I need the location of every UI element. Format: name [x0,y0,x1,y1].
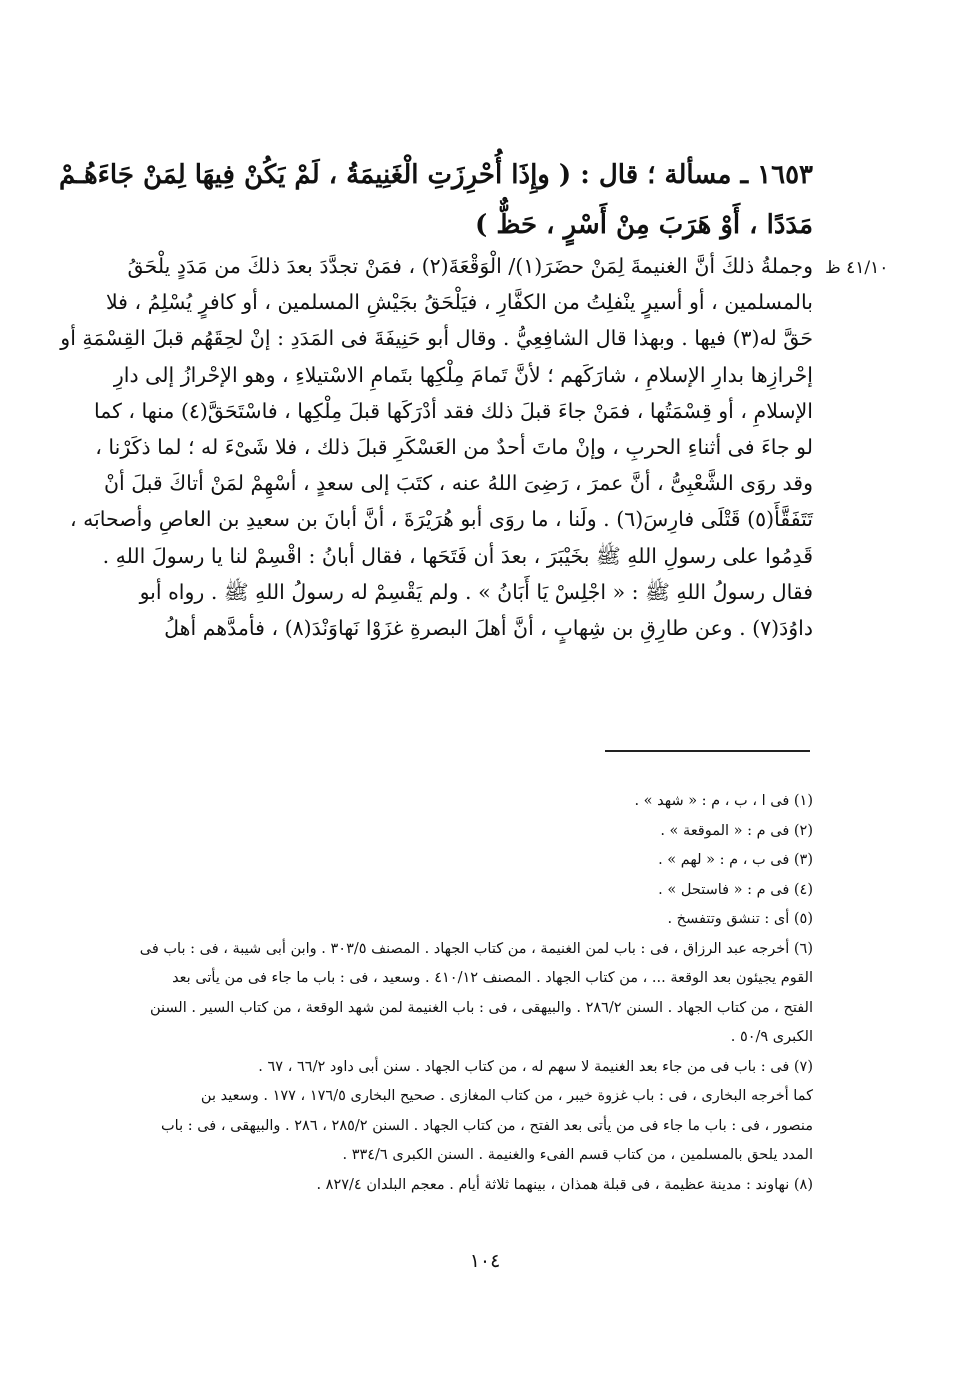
footnote: (٧) فى : باب فى من جاء بعد الغنيمة لا سهم له ، من كتاب الجهاد . سنن أبى داود ٦٦/٢ ، ٦٧ . [258,1058,813,1075]
text-line: وجملةُ ذلكَ أنَّ الغنيمةَ لِمَنْ حضَرَ(١)/ الْوَقْعَةَ(٢) ، فمَنْ تجدَّدَ بعدَ ذلكَ من مَدَدٍ يلْحَقُ [127,254,813,278]
issue-heading [59,150,813,250]
main-text [60,248,813,646]
page-number: ١٠٤ [469,1250,501,1272]
footnote: (٣) فى ب ، م : « لهم » . [658,852,813,868]
heading-line-2: مَدَدًا ، أَوْ هَرَبَ مِنْ أَسْرٍ ، حَظٌّ ) [474,210,813,240]
text-line: فقال رسولُ اللهِ ﷺ : « اجْلِسْ يَا أَبَانُ » . ولم يَقْسِمْ له رسولُ اللهِ ﷺ . رواه أبو [139,579,813,604]
text-line: لو جاءَ فى أثناءِ الحربِ ، وإنْ ماتَ أحدٌ من العَسْكَرِ قبلَ ذلك ، فلا شَىْءَ له ؛ لما ذكَرْنا ، [95,435,813,460]
footnote-continuation: الكبرى ٥٠/٩ . [730,1029,813,1045]
footnote: (٢) فى م : « الموقعة » . [660,822,813,839]
text-line: الإسلامِ ، أو قِسْمَتُها ، فمَنْ جاءَ قبلَ ذلك فقد أدْرَكَها قبلَ مِلْكِها ، فاسْتَحَقَّ(٤) منها ، كما [93,398,813,423]
footnote: (٥) أى : تنشق وتتفسخ . [667,911,813,927]
text-line: داوُدَ(٧) . وعن طارِقِ بن شِهابٍ ، أنَّ أهلَ البصرةِ غزَوْا نَهاوَنْدَ(٨) ، فأمدَّهم أهلُ [164,616,813,641]
footnote: (٨) نهاوند : مدينة عظيمة ، فى قبلة همذان ، بينهما ثلاثة أيام . معجم البلدان ٨٢٧/٤ . [316,1176,813,1193]
manuscript-folio-reference: ٤١/١٠ ظ [825,258,889,278]
footnote: (٦) أخرجه عبد الرزاق ، فى : باب لمن الغنيمة ، من كتاب الجهاد . المصنف ٣٠٣/٥ . وابن أبى شيبة ، فى : باب فى [139,940,813,957]
footnote-continuation: القوم يجيئون بعد الوقعة ... ، من كتاب الجهاد . المصنف ٤١٠/١٢ . وسعيد ، فى : باب ما جاء فى من يأتى بعد [172,970,813,986]
text-line: حَقَّ له(٣) فيها . وبهذا قال الشافِعِيُّ . وقال أبو حَنِيفَةَ فى المَدَدِ : إنْ لحِقَهُم قبلَ القِسْمَةِ أو [60,326,813,351]
footnote: (٤) فى م : « فاستحل » . [658,881,813,898]
footnote-continuation: منصور ، فى : باب ما جاء فى من يأتى بعد الفتح ، من كتاب الجهاد . السنن ٢٨٥/٢ ، ٢٨٦ . والبيهقى ، فى : باب [161,1117,813,1134]
text-line: إحْرازِها بدارِ الإسلامِ ، شارَكَهم ؛ لأنَّ تَمامَ مِلْكِها بتَمامِ الاسْتيلاءِ ، وهو الإحْرازُ إلى دارِ [113,362,813,387]
heading-line-1: ١٦٥٣ ـ مسألة ؛ قال : ( وإِذَا أُحْرِزَتِ الْغَنِيمَةُ ، لَمْ يَكُنْ فِيهَا لِمَنْ جَاءَهُـمْ [59,160,813,190]
text-line: قَدِمُوا على رسولِ اللهِ ﷺ بخَيْبَرَ ، بعدَ أن فَتَحَها ، فقال أبانُ : اقْسِمْ لنا يا رسولَ اللهِ . [102,543,813,568]
footnote-separator [605,750,810,752]
text-line: وقد روَى الشَّعْبِىُّ ، أنَّ عمرَ ، رَضِىَ اللهُ عنه ، كتَبَ إلى سعدٍ ، أسْهِمْ لمَنْ أتاكَ قبلَ أنْ [103,471,813,496]
footnotes [140,787,813,1200]
text-line: تَتَفَقَّأَ(٥) قَتْلَى فارِسَ(٦) . ولَنا ، ما روَى أبو هُرَيْرَةَ ، أنَّ أبانَ بن سعيدِ بن العاصِ وأصحابَه ، [69,507,813,532]
footnote-continuation: المدد يلحق بالمسلمين ، من كتاب قسم الفىء والغنيمة . السنن الكبرى ٣٣٤/٦ . [342,1147,813,1163]
text-line: بالمسلمين ، أو أسيرٍ ينْفلِتُ من الكفَّارِ ، فيَلْحَقُ بجَيْشِ المسلمين ، أو كافرٍ يُسْلِمُ ، فلا [105,290,813,315]
footnote-continuation: كما أخرجه البخارى ، فى : باب غزوة خيبر ، من كتاب المغازى . صحيح البخارى ١٧٦/٥ ، ١٧٧ . وسعيد بن [200,1088,813,1104]
footnote-continuation: الفتح ، من كتاب الجهاد . السنن ٢٨٦/٢ . والبيهقى ، فى : باب الغنيمة لمن شهد الوقعة ، من كتاب السير . السنن [149,999,813,1016]
footnote: (١) فى ا ، ب ، م : « شهد » . [634,793,813,809]
